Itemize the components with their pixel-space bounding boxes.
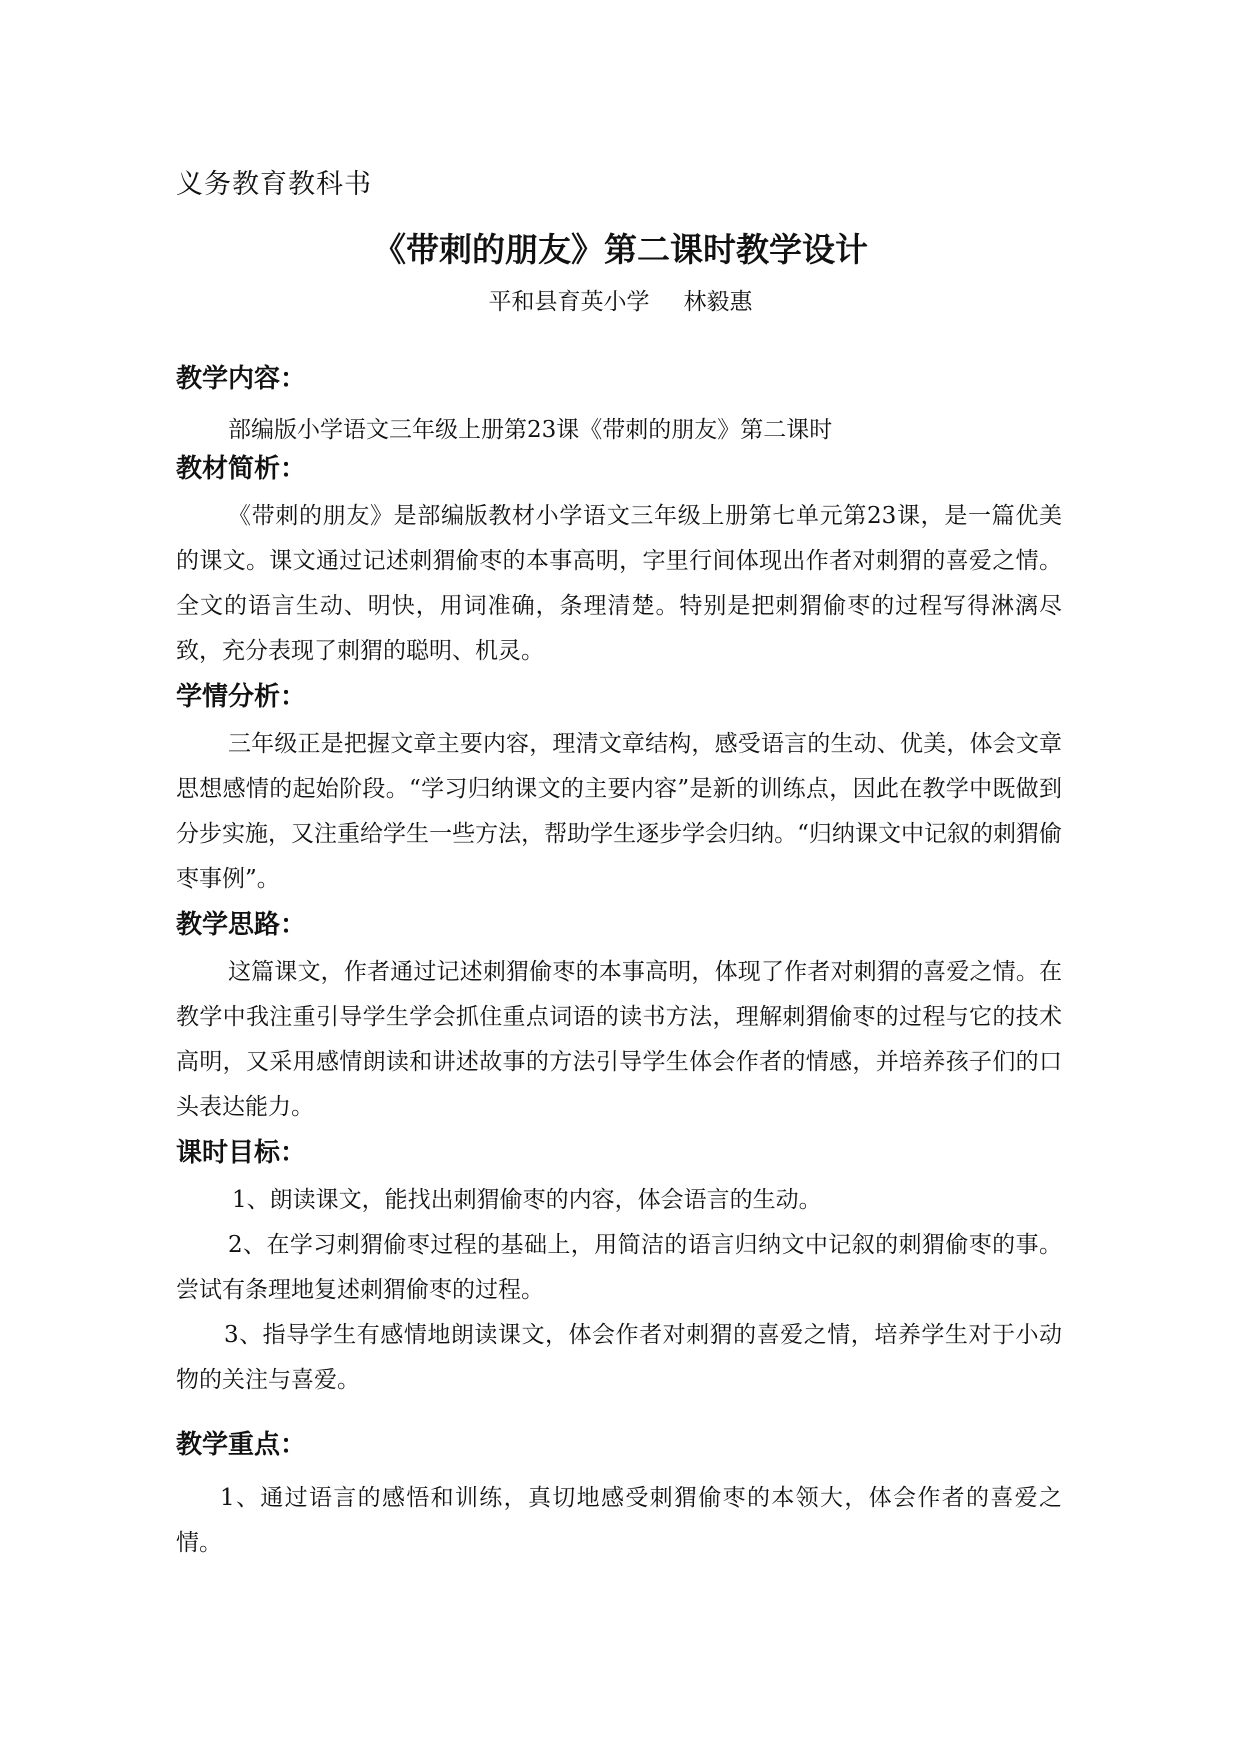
section-heading-content: 教学内容： bbox=[176, 364, 307, 394]
section-body-approach bbox=[176, 950, 1062, 1130]
section-body-material bbox=[176, 494, 1062, 674]
series-label: 义务教育教科书 bbox=[176, 169, 372, 200]
goal-item: 2、在学习刺猬偷枣过程的基础上，用简洁的语言归纳文中记叙的刺猬偷枣的事。尝试有条理地复述刺猬偷枣的过程。 bbox=[176, 1232, 1062, 1303]
section-heading-goals: 课时目标： bbox=[176, 1138, 307, 1168]
paragraph: 这篇课文，作者通过记述刺猬偷枣的本事高明，体现了作者对刺猬的喜爱之情。在教学中我注重引导学生学会抓住重点词语的读书方法，理解刺猬偷枣的过程与它的技术高明，又采用感情朗读和讲述故事的方法引导学生体会作者的情感，并培养孩子们的口头表达能力。 bbox=[176, 959, 1062, 1120]
section-body-content bbox=[176, 408, 1062, 453]
author-name: 林毅惠 bbox=[683, 289, 753, 315]
document-title: 《带刺的朋友》第二课时教学设计 bbox=[373, 230, 868, 269]
section-heading-key-points: 教学重点： bbox=[176, 1430, 307, 1460]
key-point-item: 1、通过语言的感悟和训练，真切地感受刺猬偷枣的本领大，体会作者的喜爱之情。 bbox=[176, 1485, 1062, 1556]
paragraph: 部编版小学语文三年级上册第23课《带刺的朋友》第二课时 bbox=[228, 417, 833, 443]
paragraph: 《带刺的朋友》是部编版教材小学语文三年级上册第七单元第23课，是一篇优美的课文。课文通过记述刺猬偷枣的本事高明，字里行间体现出作者对刺猬的喜爱之情。全文的语言生动、明快，用词准确，条理清楚。特别是把刺猬偷枣的过程写得淋漓尽致，充分表现了刺猬的聪明、机灵。 bbox=[176, 503, 1062, 664]
school-name: 平和县育英小学 bbox=[488, 289, 650, 315]
section-body-goals bbox=[176, 1178, 1062, 1403]
author-line bbox=[0, 283, 1241, 316]
section-body-students bbox=[176, 722, 1062, 902]
section-body-key-points bbox=[176, 1476, 1062, 1566]
paragraph: 三年级正是把握文章主要内容，理清文章结构，感受语言的生动、优美，体会文章思想感情的起始阶段。“学习归纳课文的主要内容”是新的训练点，因此在教学中既做到分步实施，又注重给学生一些方法，帮助学生逐步学会归纳。“归纳课文中记叙的刺猬偷枣事例”。 bbox=[176, 731, 1062, 892]
goal-item: 3、指导学生有感情地朗读课文，体会作者对刺猬的喜爱之情，培养学生对于小动物的关注与喜爱。 bbox=[176, 1322, 1062, 1393]
section-heading-material: 教材简析： bbox=[176, 454, 307, 484]
section-heading-students: 学情分析： bbox=[176, 682, 307, 712]
goal-item: 1、朗读课文，能找出刺猬偷枣的内容，体会语言的生动。 bbox=[232, 1187, 822, 1213]
section-heading-approach: 教学思路： bbox=[176, 910, 307, 940]
